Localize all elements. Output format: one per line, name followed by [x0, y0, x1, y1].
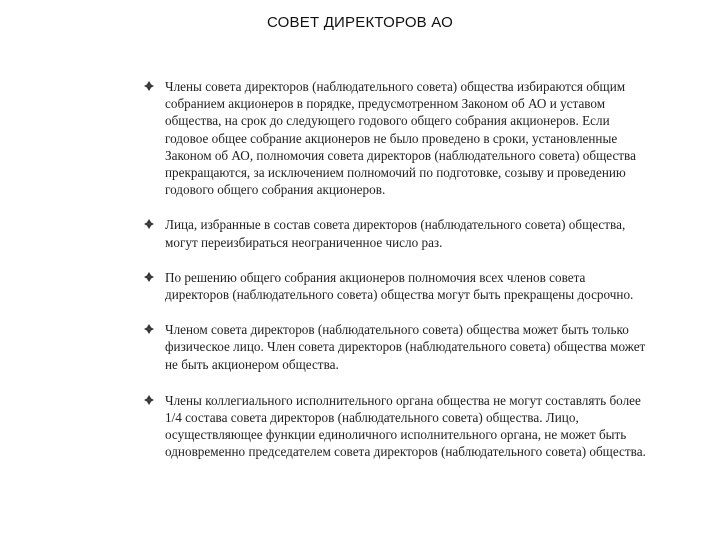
- diamond-bullet-icon: [143, 79, 155, 93]
- bullet-text: Лица, избранные в состав совета директоров (наблюдательного совета) общества, могут переизбираться неограниченное число раз.: [165, 217, 626, 250]
- page-title: СОВЕТ ДИРЕКТОРОВ АО: [266, 14, 453, 31]
- diamond-bullet-icon: [143, 270, 155, 284]
- list-item: [143, 392, 648, 461]
- bullet-text: Членом совета директоров (наблюдательного совета) общества может быть только физическое лицо. Член совета директоров (наблюдательного совета) общества может не быть акционером общества.: [165, 322, 646, 372]
- list-item: [143, 269, 648, 303]
- bullet-text: Члены совета директоров (наблюдательного совета) общества избираются общим собранием акционеров в порядке, предусмотренном Законом об АО и уставом общества, на срок до следующего годового общего собрания акционеров. Если годовое общее собрание акционеров не было проведено в сроки, установленные Законом об АО, полномочия совета директоров (наблюдательного совета) общества прекращаются, за исключением полномочий по подготовке, созыву и проведению годового общего собрания акционеров.: [165, 79, 636, 198]
- bullet-list: [143, 78, 648, 461]
- list-item: [143, 78, 648, 198]
- bullet-text: Члены коллегиального исполнительного органа общества не могут составлять более 1/4 состава совета директоров (наблюдательного совета) общества. Лицо, осуществляющее функции единоличного исполнительного органа, не может быть одновременно председателем совета директоров (наблюдательного совета) общества.: [165, 392, 646, 460]
- diamond-bullet-icon: [143, 393, 155, 407]
- diamond-bullet-icon: [143, 217, 155, 231]
- list-item: [143, 321, 648, 373]
- list-item: [143, 216, 648, 250]
- diamond-bullet-icon: [143, 322, 155, 336]
- bullet-text: По решению общего собрания акционеров полномочия всех членов совета директоров (наблюдательного совета) общества могут быть прекращены досрочно.: [165, 269, 634, 303]
